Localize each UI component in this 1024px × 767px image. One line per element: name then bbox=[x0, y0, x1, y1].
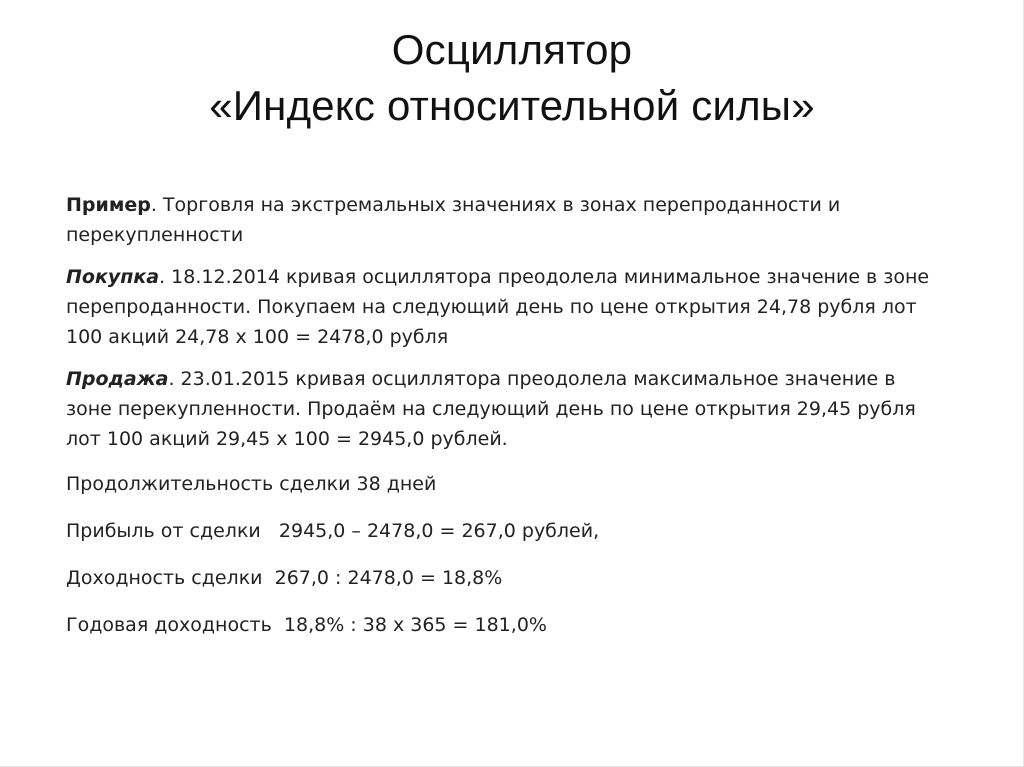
yield-label: Доходность сделки bbox=[66, 567, 263, 589]
buy-lead: Покупка bbox=[66, 266, 160, 288]
profit-value: 2945,0 – 2478,0 = 267,0 рублей, bbox=[278, 520, 600, 542]
sell-lead: Продажа bbox=[66, 368, 169, 390]
example-lead: Пример bbox=[66, 194, 151, 216]
duration-text: Продолжительность сделки 38 дней bbox=[66, 473, 437, 495]
buy-text: . 18.12.2014 кривая осциллятора преодолела минимальное значение в зоне перепроданности. Покупаем на следующий день по цене открытия 24,78 рубля лот 100 акций 24,78 х 100 = 2478,0 рубля bbox=[66, 266, 930, 348]
paragraph-yield bbox=[66, 563, 946, 593]
slide-title bbox=[0, 22, 1024, 134]
annual-label: Годовая доходность bbox=[66, 614, 272, 636]
title-line-2: «Индекс относительной силы» bbox=[209, 82, 815, 129]
yield-value: 267,0 : 2478,0 = 18,8% bbox=[274, 567, 503, 589]
paragraph-sell bbox=[66, 364, 946, 454]
paragraph-example bbox=[66, 190, 946, 250]
annual-value: 18,8% : 38 х 365 = 181,0% bbox=[283, 614, 547, 636]
sell-text: . 23.01.2015 кривая осциллятора преодолела максимальное значение в зоне перекупленности. Продаём на следующий день по цене открытия 29,45 рубля лот 100 акций 29,45 х 100 = 2945,0 рублей. bbox=[66, 368, 916, 450]
paragraph-duration bbox=[66, 469, 946, 499]
paragraph-profit bbox=[66, 516, 946, 546]
slide-body bbox=[66, 190, 946, 640]
example-text: . Торговля на экстремальных значениях в зонах перепроданности и перекупленности bbox=[66, 194, 841, 246]
title-line-1: Осциллятор bbox=[391, 26, 633, 73]
paragraph-buy bbox=[66, 262, 946, 352]
paragraph-annual bbox=[66, 610, 946, 640]
profit-label: Прибыль от сделки bbox=[66, 520, 261, 542]
